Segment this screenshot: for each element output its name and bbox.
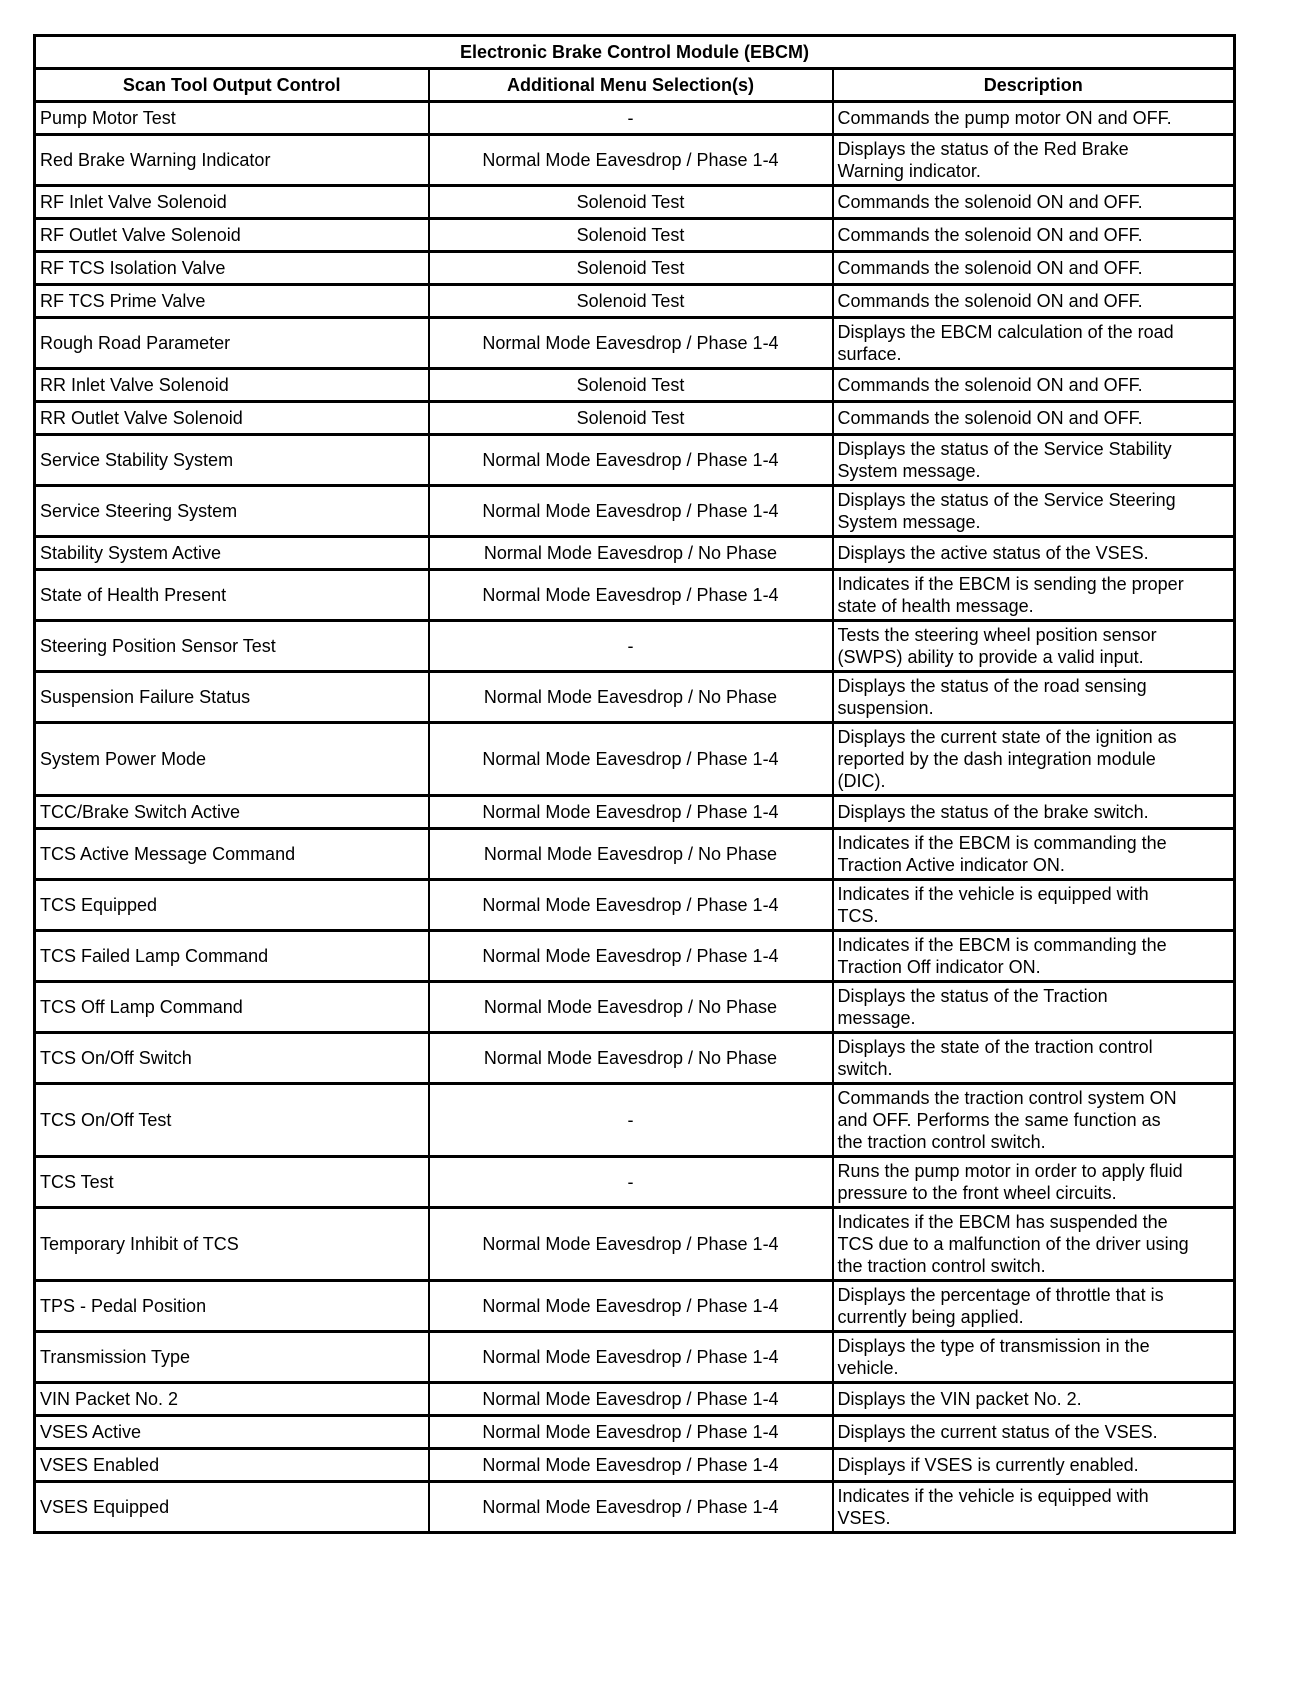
description-line: Commands the solenoid ON and OFF. (837, 408, 1143, 428)
description-cell (833, 570, 1235, 621)
table-row (35, 252, 1235, 285)
description-line: Warning indicator. (837, 161, 981, 181)
menu-selection: Normal Mode Eavesdrop / No Phase (429, 829, 833, 880)
output-control-name: Service Steering System (35, 486, 429, 537)
menu-selection: Normal Mode Eavesdrop / Phase 1-4 (429, 1332, 833, 1383)
description-cell (833, 829, 1235, 880)
menu-selection: Normal Mode Eavesdrop / Phase 1-4 (429, 318, 833, 369)
description-cell (833, 1084, 1235, 1157)
output-control-name: RF Inlet Valve Solenoid (35, 186, 429, 219)
description-line: Commands the solenoid ON and OFF. (837, 258, 1143, 278)
header-description: Description (833, 69, 1235, 102)
menu-selection: Normal Mode Eavesdrop / No Phase (429, 672, 833, 723)
output-control-name: TCS Off Lamp Command (35, 982, 429, 1033)
description-cell (833, 1383, 1235, 1416)
output-control-name: RF TCS Prime Valve (35, 285, 429, 318)
table-row (35, 723, 1235, 796)
table-row (35, 219, 1235, 252)
output-control-name: RF TCS Isolation Valve (35, 252, 429, 285)
description-line: Displays the status of the brake switch. (837, 802, 1149, 822)
menu-selection: - (429, 1157, 833, 1208)
menu-selection: Normal Mode Eavesdrop / Phase 1-4 (429, 1449, 833, 1482)
output-control-name: Steering Position Sensor Test (35, 621, 429, 672)
output-control-name: TCS On/Off Switch (35, 1033, 429, 1084)
description-cell (833, 1416, 1235, 1449)
output-control-name: TCS Test (35, 1157, 429, 1208)
description-line: Displays the status of the road sensing (837, 676, 1147, 696)
description-cell (833, 285, 1235, 318)
menu-selection: - (429, 1084, 833, 1157)
description-line: suspension. (837, 698, 934, 718)
description-cell (833, 723, 1235, 796)
table-row (35, 982, 1235, 1033)
description-line: currently being applied. (837, 1307, 1024, 1327)
description-line: TCS due to a malfunction of the driver using (837, 1234, 1189, 1254)
description-line: Displays the status of the Red Brake (837, 139, 1129, 159)
description-cell (833, 402, 1235, 435)
output-control-name: VSES Enabled (35, 1449, 429, 1482)
menu-selection: Normal Mode Eavesdrop / Phase 1-4 (429, 486, 833, 537)
description-cell (833, 102, 1235, 135)
description-line: the traction control switch. (837, 1132, 1046, 1152)
description-line: Traction Active indicator ON. (837, 855, 1065, 875)
description-line: Indicates if the EBCM has suspended the (837, 1212, 1168, 1232)
menu-selection: Normal Mode Eavesdrop / No Phase (429, 537, 833, 570)
table-row (35, 1281, 1235, 1332)
description-cell (833, 931, 1235, 982)
table-row (35, 796, 1235, 829)
description-line: and OFF. Performs the same function as (837, 1110, 1161, 1130)
output-control-name: Stability System Active (35, 537, 429, 570)
description-line: Displays the VIN packet No. 2. (837, 1389, 1082, 1409)
description-line: Displays the state of the traction control (837, 1037, 1153, 1057)
description-cell (833, 537, 1235, 570)
description-line: Commands the solenoid ON and OFF. (837, 291, 1143, 311)
output-control-name: RR Inlet Valve Solenoid (35, 369, 429, 402)
table-row (35, 621, 1235, 672)
menu-selection: Normal Mode Eavesdrop / Phase 1-4 (429, 1383, 833, 1416)
output-control-name: VSES Equipped (35, 1482, 429, 1533)
output-control-name: Suspension Failure Status (35, 672, 429, 723)
table-title-row (35, 36, 1235, 69)
table-row (35, 402, 1235, 435)
table-row (35, 1449, 1235, 1482)
table-header-row (35, 69, 1235, 102)
description-cell (833, 796, 1235, 829)
description-cell (833, 1449, 1235, 1482)
description-cell (833, 1482, 1235, 1533)
table-row (35, 285, 1235, 318)
menu-selection: Normal Mode Eavesdrop / Phase 1-4 (429, 435, 833, 486)
description-cell (833, 186, 1235, 219)
description-line: Commands the solenoid ON and OFF. (837, 192, 1143, 212)
description-line: vehicle. (837, 1358, 899, 1378)
table-row (35, 1416, 1235, 1449)
output-control-name: Rough Road Parameter (35, 318, 429, 369)
output-control-name: VSES Active (35, 1416, 429, 1449)
table-row (35, 1033, 1235, 1084)
description-line: Displays the EBCM calculation of the road (837, 322, 1174, 342)
menu-selection: Normal Mode Eavesdrop / Phase 1-4 (429, 931, 833, 982)
menu-selection: - (429, 102, 833, 135)
description-line: Traction Off indicator ON. (837, 957, 1041, 977)
description-line: TCS. (837, 906, 879, 926)
table-row (35, 1157, 1235, 1208)
description-line: message. (837, 1008, 916, 1028)
description-line: Commands the traction control system ON (837, 1088, 1177, 1108)
table-row (35, 1208, 1235, 1281)
description-line: Displays the current state of the ignition as (837, 727, 1177, 747)
description-cell (833, 672, 1235, 723)
table-row (35, 931, 1235, 982)
menu-selection: Solenoid Test (429, 369, 833, 402)
description-cell (833, 252, 1235, 285)
table-row (35, 186, 1235, 219)
output-control-name: TPS - Pedal Position (35, 1281, 429, 1332)
table-title: Electronic Brake Control Module (EBCM) (35, 36, 1235, 69)
header-scan-tool-output-control: Scan Tool Output Control (35, 69, 429, 102)
output-control-name: Pump Motor Test (35, 102, 429, 135)
description-cell (833, 1208, 1235, 1281)
description-cell (833, 219, 1235, 252)
description-line: the traction control switch. (837, 1256, 1046, 1276)
menu-selection: Solenoid Test (429, 252, 833, 285)
menu-selection: Normal Mode Eavesdrop / Phase 1-4 (429, 1482, 833, 1533)
table-row (35, 570, 1235, 621)
description-cell (833, 1157, 1235, 1208)
description-line: Indicates if the EBCM is commanding the (837, 833, 1167, 853)
description-line: Commands the pump motor ON and OFF. (837, 108, 1172, 128)
table-row (35, 1332, 1235, 1383)
output-control-name: State of Health Present (35, 570, 429, 621)
output-control-name: TCC/Brake Switch Active (35, 796, 429, 829)
ebcm-output-control-table (33, 34, 1236, 1534)
description-line: Displays the type of transmission in the (837, 1336, 1150, 1356)
description-line: Commands the solenoid ON and OFF. (837, 225, 1143, 245)
description-line: VSES. (837, 1508, 891, 1528)
description-line: surface. (837, 344, 902, 364)
description-line: Displays the status of the Service Steering (837, 490, 1176, 510)
output-control-name: TCS Active Message Command (35, 829, 429, 880)
description-line: Commands the solenoid ON and OFF. (837, 375, 1143, 395)
table-row (35, 486, 1235, 537)
description-line: System message. (837, 461, 981, 481)
menu-selection: Solenoid Test (429, 186, 833, 219)
menu-selection: Normal Mode Eavesdrop / Phase 1-4 (429, 570, 833, 621)
menu-selection: Normal Mode Eavesdrop / Phase 1-4 (429, 135, 833, 186)
description-cell (833, 318, 1235, 369)
table-row (35, 880, 1235, 931)
description-cell (833, 369, 1235, 402)
description-cell (833, 1281, 1235, 1332)
table-row (35, 435, 1235, 486)
description-cell (833, 435, 1235, 486)
description-cell (833, 1033, 1235, 1084)
output-control-name: System Power Mode (35, 723, 429, 796)
menu-selection: Normal Mode Eavesdrop / Phase 1-4 (429, 1208, 833, 1281)
description-line: reported by the dash integration module (837, 749, 1156, 769)
description-line: Displays the status of the Traction (837, 986, 1108, 1006)
description-line: Displays the status of the Service Stability (837, 439, 1172, 459)
table-row (35, 1482, 1235, 1533)
output-control-name: TCS On/Off Test (35, 1084, 429, 1157)
description-line: Runs the pump motor in order to apply fluid (837, 1161, 1183, 1181)
description-cell (833, 135, 1235, 186)
description-line: Displays if VSES is currently enabled. (837, 1455, 1139, 1475)
description-line: Tests the steering wheel position sensor (837, 625, 1157, 645)
output-control-name: Temporary Inhibit of TCS (35, 1208, 429, 1281)
table-row (35, 1084, 1235, 1157)
table-row (35, 537, 1235, 570)
output-control-name: Service Stability System (35, 435, 429, 486)
description-line: System message. (837, 512, 981, 532)
menu-selection: Normal Mode Eavesdrop / No Phase (429, 982, 833, 1033)
description-line: state of health message. (837, 596, 1034, 616)
menu-selection: - (429, 621, 833, 672)
table-row (35, 829, 1235, 880)
output-control-name: Transmission Type (35, 1332, 429, 1383)
menu-selection: Normal Mode Eavesdrop / Phase 1-4 (429, 796, 833, 829)
description-line: (SWPS) ability to provide a valid input. (837, 647, 1144, 667)
description-cell (833, 486, 1235, 537)
menu-selection: Solenoid Test (429, 219, 833, 252)
table-row (35, 1383, 1235, 1416)
menu-selection: Normal Mode Eavesdrop / Phase 1-4 (429, 1281, 833, 1332)
description-line: Indicates if the vehicle is equipped with (837, 884, 1149, 904)
table-row (35, 318, 1235, 369)
output-control-name: RR Outlet Valve Solenoid (35, 402, 429, 435)
menu-selection: Normal Mode Eavesdrop / Phase 1-4 (429, 880, 833, 931)
menu-selection: Normal Mode Eavesdrop / Phase 1-4 (429, 1416, 833, 1449)
output-control-name: RF Outlet Valve Solenoid (35, 219, 429, 252)
table-row (35, 369, 1235, 402)
output-control-name: VIN Packet No. 2 (35, 1383, 429, 1416)
table-row (35, 672, 1235, 723)
description-line: (DIC). (837, 771, 886, 791)
menu-selection: Normal Mode Eavesdrop / No Phase (429, 1033, 833, 1084)
description-line: Indicates if the EBCM is sending the proper (837, 574, 1184, 594)
menu-selection: Normal Mode Eavesdrop / Phase 1-4 (429, 723, 833, 796)
output-control-name: TCS Failed Lamp Command (35, 931, 429, 982)
description-line: pressure to the front wheel circuits. (837, 1183, 1117, 1203)
description-line: Displays the current status of the VSES. (837, 1422, 1158, 1442)
header-additional-menu-selections: Additional Menu Selection(s) (429, 69, 833, 102)
description-line: Displays the active status of the VSES. (837, 543, 1149, 563)
description-line: Indicates if the vehicle is equipped with (837, 1486, 1149, 1506)
description-line: Displays the percentage of throttle that is (837, 1285, 1164, 1305)
output-control-name: TCS Equipped (35, 880, 429, 931)
description-line: Indicates if the EBCM is commanding the (837, 935, 1167, 955)
description-line: switch. (837, 1059, 893, 1079)
description-cell (833, 621, 1235, 672)
description-cell (833, 1332, 1235, 1383)
table-row (35, 102, 1235, 135)
description-cell (833, 880, 1235, 931)
description-cell (833, 982, 1235, 1033)
menu-selection: Solenoid Test (429, 285, 833, 318)
menu-selection: Solenoid Test (429, 402, 833, 435)
output-control-name: Red Brake Warning Indicator (35, 135, 429, 186)
table-row (35, 135, 1235, 186)
